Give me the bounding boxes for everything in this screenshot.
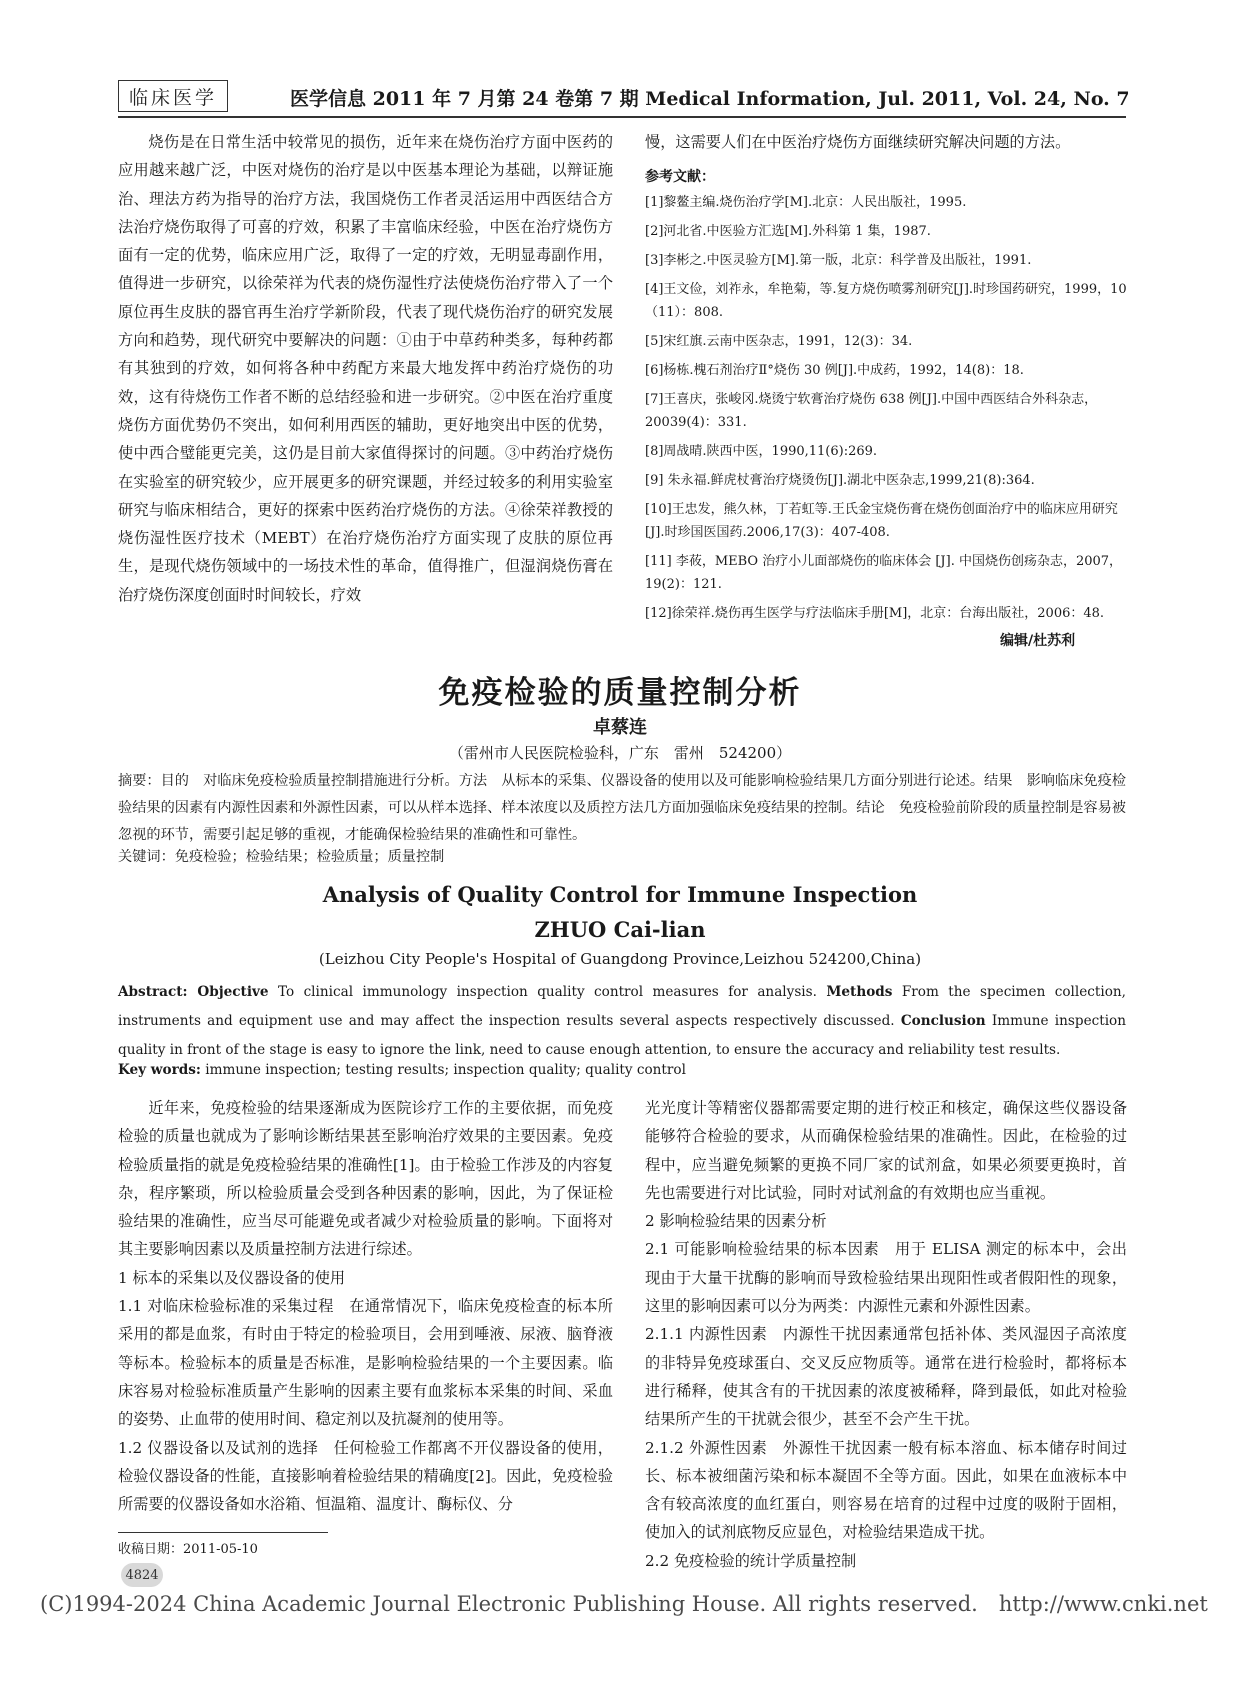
reference-item: [3]李彬之.中医灵验方[M].第一版，北京：科学普及出版社，1991. (645, 253, 1032, 268)
reference-item: [9] 朱永福.鲜虎杖膏治疗烧烫伤[J].湖北中医杂志,1999,21(8):364. (645, 473, 1035, 488)
prev-article-left-column (118, 128, 613, 609)
body-right-column (645, 1094, 1127, 1575)
received-date: 收稿日期：2011-05-10 (118, 1542, 258, 1557)
prev-article-paragraph: 烧伤是在日常生活中较常见的损伤，近年来在烧伤治疗方面中医药的应用越来越广泛，中医对烧伤的治疗是以中医基本理论为基础，以辩证施治、理法方药为指导的治疗方法，我国烧伤工作者灵活运用中西医结合方法治疗烧伤取得了可喜的疗效，积累了丰富临床经验，中医在治疗烧伤方面有一定的优势，临床应用广泛，取得了一定的疗效，无明显毒副作用，值得进一步研究，以徐荣祥为代表的烧伤湿性疗法使烧伤治疗带入了一个原位再生皮肤的器官再生治疗学新阶段，代表了现代烧伤治疗的研究发展方向和趋势，现代研究中要解决的问题：①由于中草药种类多，每种药都有其独到的疗效，如何将各种中药配方来最大地发挥中药治疗烧伤的功效，这有待烧伤工作者不断的总结经验和进一步研究。②中医在治疗重度烧伤方面优势仍不突出，如何利用西医的辅助，更好地突出中医的优势，使中西合璧能更完美，这仍是目前大家值得探讨的问题。③中药治疗烧伤在实验室的研究较少，应开展更多的研究课题，并经过较多的利用实验室研究与临床相结合，更好的探索中医药治疗烧伤的方法。④徐荣祥教授的烧伤湿性医疗技术（MEBT）在治疗烧伤治疗方面实现了皮肤的原位再生，是现代烧伤领域中的一场技术性的革命，值得推广，但湿润烧伤膏在治疗烧伤深度创面时时间较长，疗效 (118, 133, 613, 604)
footnote-rule (118, 1532, 328, 1533)
reference-item: [11] 李莜，MEBO 治疗小儿面部烧伤的临床体会 [J]. 中国烧伤创疡杂志，2007，19(2)：121. (645, 554, 1123, 592)
abstract-cn-label: 摘要： (118, 773, 161, 789)
reference-item: [2]河北省.中医验方汇选[M].外科第 1 集，1987. (645, 224, 931, 239)
abstract-en-objective: To clinical immunology inspection quality control measures for analysis. (268, 984, 827, 1000)
section-heading: 2 影响检验结果的因素分析 (645, 1212, 827, 1231)
abstract-cn-text: 目的 对临床免疫检验质量控制措施进行分析。方法 从标本的采集、仪器设备的使用以及可能影响检验结果几方面分别进行论述。结果 影响临床免疫检验结果的因素有内源性因素和外源性因素，可以从样本选择、样本浓度以及质控方法几方面加强临床免疫结果的控制。结论 免疫检验前阶段的质量控制是容易被忽视的环节，需要引起足够的重视，才能确保检验结果的准确性和可靠性。 (118, 773, 1126, 843)
reference-item: [5]宋红旗.云南中医杂志，1991，12(3)：34. (645, 334, 913, 349)
reference-item: [8]周战晴.陕西中医，1990,11(6):269. (645, 444, 878, 459)
copyright-line: (C)1994-2024 China Academic Journal Electronic Publishing House. All rights reserved. http://www.cnki.net (40, 1592, 1208, 1616)
body-paragraph: 2.1.1 内源性因素 内源性干扰因素通常包括补体、类风湿因子高浓度的非特异免疫球蛋白、交叉反应物质等。通常在进行检验时，都将标本进行稀释，使其含有的干扰因素的浓度被稀释，降到最低，如此对检验结果所产生的干扰就会很少，甚至不会产生干扰。 (645, 1325, 1127, 1429)
section-heading: 2.2 免疫检验的统计学质量控制 (645, 1551, 857, 1570)
body-paragraph: 1.2 仪器设备以及试剂的选择 任何检验工作都离不开仪器设备的使用，检验仪器设备的性能，直接影响着检验结果的精确度[2]。因此，免疫检验所需要的仪器设备如水浴箱、恒温箱、温度计、酶标仪、分 (118, 1438, 613, 1514)
reference-item: [10]王忠发，熊久林，丁若虹等.王氏金宝烧伤膏在烧伤创面治疗中的临床应用研究[J].时珍国医国药.2006,17(3)：407-408. (645, 502, 1118, 540)
abstract-en-conclusion-label: Conclusion (900, 1013, 986, 1029)
body-paragraph: 2.1.2 外源性因素 外源性干扰因素一般有标本溶血、标本储存时间过长、标本被细菌污染和标本凝固不全等方面。因此，如果在血液标本中含有较高浓度的血红蛋白，则容易在培育的过程中过度的吸附于固相，使加入的试剂底物反应显色，对检验结果造成干扰。 (645, 1438, 1127, 1542)
keywords-cn (118, 846, 1126, 866)
affiliation-en: (Leizhou City People's Hospital of Guangdong Province,Leizhou 524200,China) (318, 950, 922, 968)
author-cn: 卓蔡连 (593, 717, 647, 738)
reference-item: [1]黎鳌主编.烧伤治疗学[M].北京：人民出版社，1995. (645, 195, 967, 210)
body-left-column (118, 1094, 613, 1518)
body-paragraph: 近年来，免疫检验的结果逐渐成为医院诊疗工作的主要依据，而免疫检验的质量也就成为了影响诊断结果甚至影响治疗效果的主要因素。免疫检验质量指的就是免疫检验结果的准确性[1]。由于检验工作涉及的内容复杂，程序繁琐，所以检验质量会受到各种因素的影响，因此，为了保证检验结果的准确性，应当尽可能避免或者减少对检验质量的影响。下面将对其主要影响因素以及质量控制方法进行综述。 (118, 1099, 613, 1259)
abstract-en (118, 978, 1126, 1065)
editor-credit: 编辑/杜苏利 (1000, 633, 1076, 649)
article-title-cn: 免疫检验的质量控制分析 (438, 675, 802, 711)
prev-article-paragraph-end: 慢，这需要人们在中医治疗烧伤方面继续研究解决问题的方法。 (645, 133, 1071, 151)
section-label: 临床医学 (118, 80, 228, 112)
references-title: 参考文献： (645, 169, 715, 185)
author-en: ZHUO Cai-lian (534, 917, 706, 942)
section-heading: 1 标本的采集以及仪器设备的使用 (118, 1268, 346, 1287)
body-paragraph: 1.1 对临床检验标准的采集过程 在通常情况下，临床免疫检查的标本所采用的都是血浆，有时由于特定的检验项目，会用到唾液、尿液、脑脊液等标本。检验标本的质量是否标准，是影响检验结果的一个主要因素。临床容易对检验标准质量产生影响的因素主要有血浆标本采集的时间、采血的姿势、止血带的使用时间、稳定剂以及抗凝剂的使用等。 (118, 1297, 613, 1429)
body-paragraph: 光光度计等精密仪器都需要定期的进行校正和核定，确保这些仪器设备能够符合检验的要求，从而确保检验结果的准确性。因此，在检验的过程中，应当避免频繁的更换不同厂家的试剂盒，如果必须要更换时，首先也需要进行对比试验，同时对试剂盒的有效期也应当重视。 (645, 1099, 1127, 1202)
abstract-en-methods-label: Methods (826, 984, 893, 1000)
keywords-cn-label: 关键词： (118, 849, 175, 865)
reference-item: [12]徐荣祥.烧伤再生医学与疗法临床手册[M]，北京：台海出版社，2006：48. (645, 606, 1105, 621)
abstract-en-label: Abstract: Objective (118, 984, 269, 1000)
body-paragraph: 2.1 可能影响检验结果的标本因素 用于 ELISA 测定的标本中，会出现由于大量干扰酶的影响而导致检验结果出现阳性或者假阳性的现象，这里的影响因素可以分为两类：内源性元素和外源性因素。 (645, 1240, 1127, 1316)
header-rule (118, 116, 1126, 118)
page-number: 4824 (121, 1563, 163, 1587)
reference-item: [6]杨栋.槐石剂治疗Ⅱ°烧伤 30 例[J].中成药，1992，14(8)：18. (645, 363, 1024, 378)
abstract-en-methods: From the specimen collection, instruments and equipment use and may affect the inspection results several aspects respectively discussed. (118, 984, 1126, 1029)
abstract-cn (118, 768, 1126, 849)
affiliation-cn: （雷州市人民医院检验科，广东 雷州 524200） (448, 744, 792, 762)
article-title-en: Analysis of Quality Control for Immune Inspection (322, 882, 918, 907)
abstract-en-conclusion: Immune inspection quality in front of the stage is easy to ignore the link, need to cause enough attention, to ensure the accuracy and reliability test results. (118, 1013, 1126, 1058)
keywords-en (118, 1062, 1126, 1078)
references (645, 166, 1127, 625)
keywords-en-label: Key words: (118, 1062, 201, 1078)
keywords-cn-text: 免疫检验；检验结果；检验质量；质量控制 (174, 849, 445, 865)
reference-item: [4]王文俭，刘祚永，牟艳菊，等.复方烧伤喷雾剂研究[J].时珍国药研究，1999，10（11）：808. (645, 282, 1127, 320)
reference-item: [7]王喜庆，张峻冈.烧烫宁软膏治疗烧伤 638 例[J].中国中西医结合外科杂志，20039(4)：331. (645, 392, 1098, 430)
keywords-en-text: immune inspection; testing results; inspection quality; quality control (200, 1062, 686, 1078)
prev-article-right-column (645, 128, 1127, 156)
journal-header: 医学信息 2011 年 7 月第 24 卷第 7 期 Medical Information, Jul. 2011, Vol. 24, No. 7 (290, 88, 1130, 110)
